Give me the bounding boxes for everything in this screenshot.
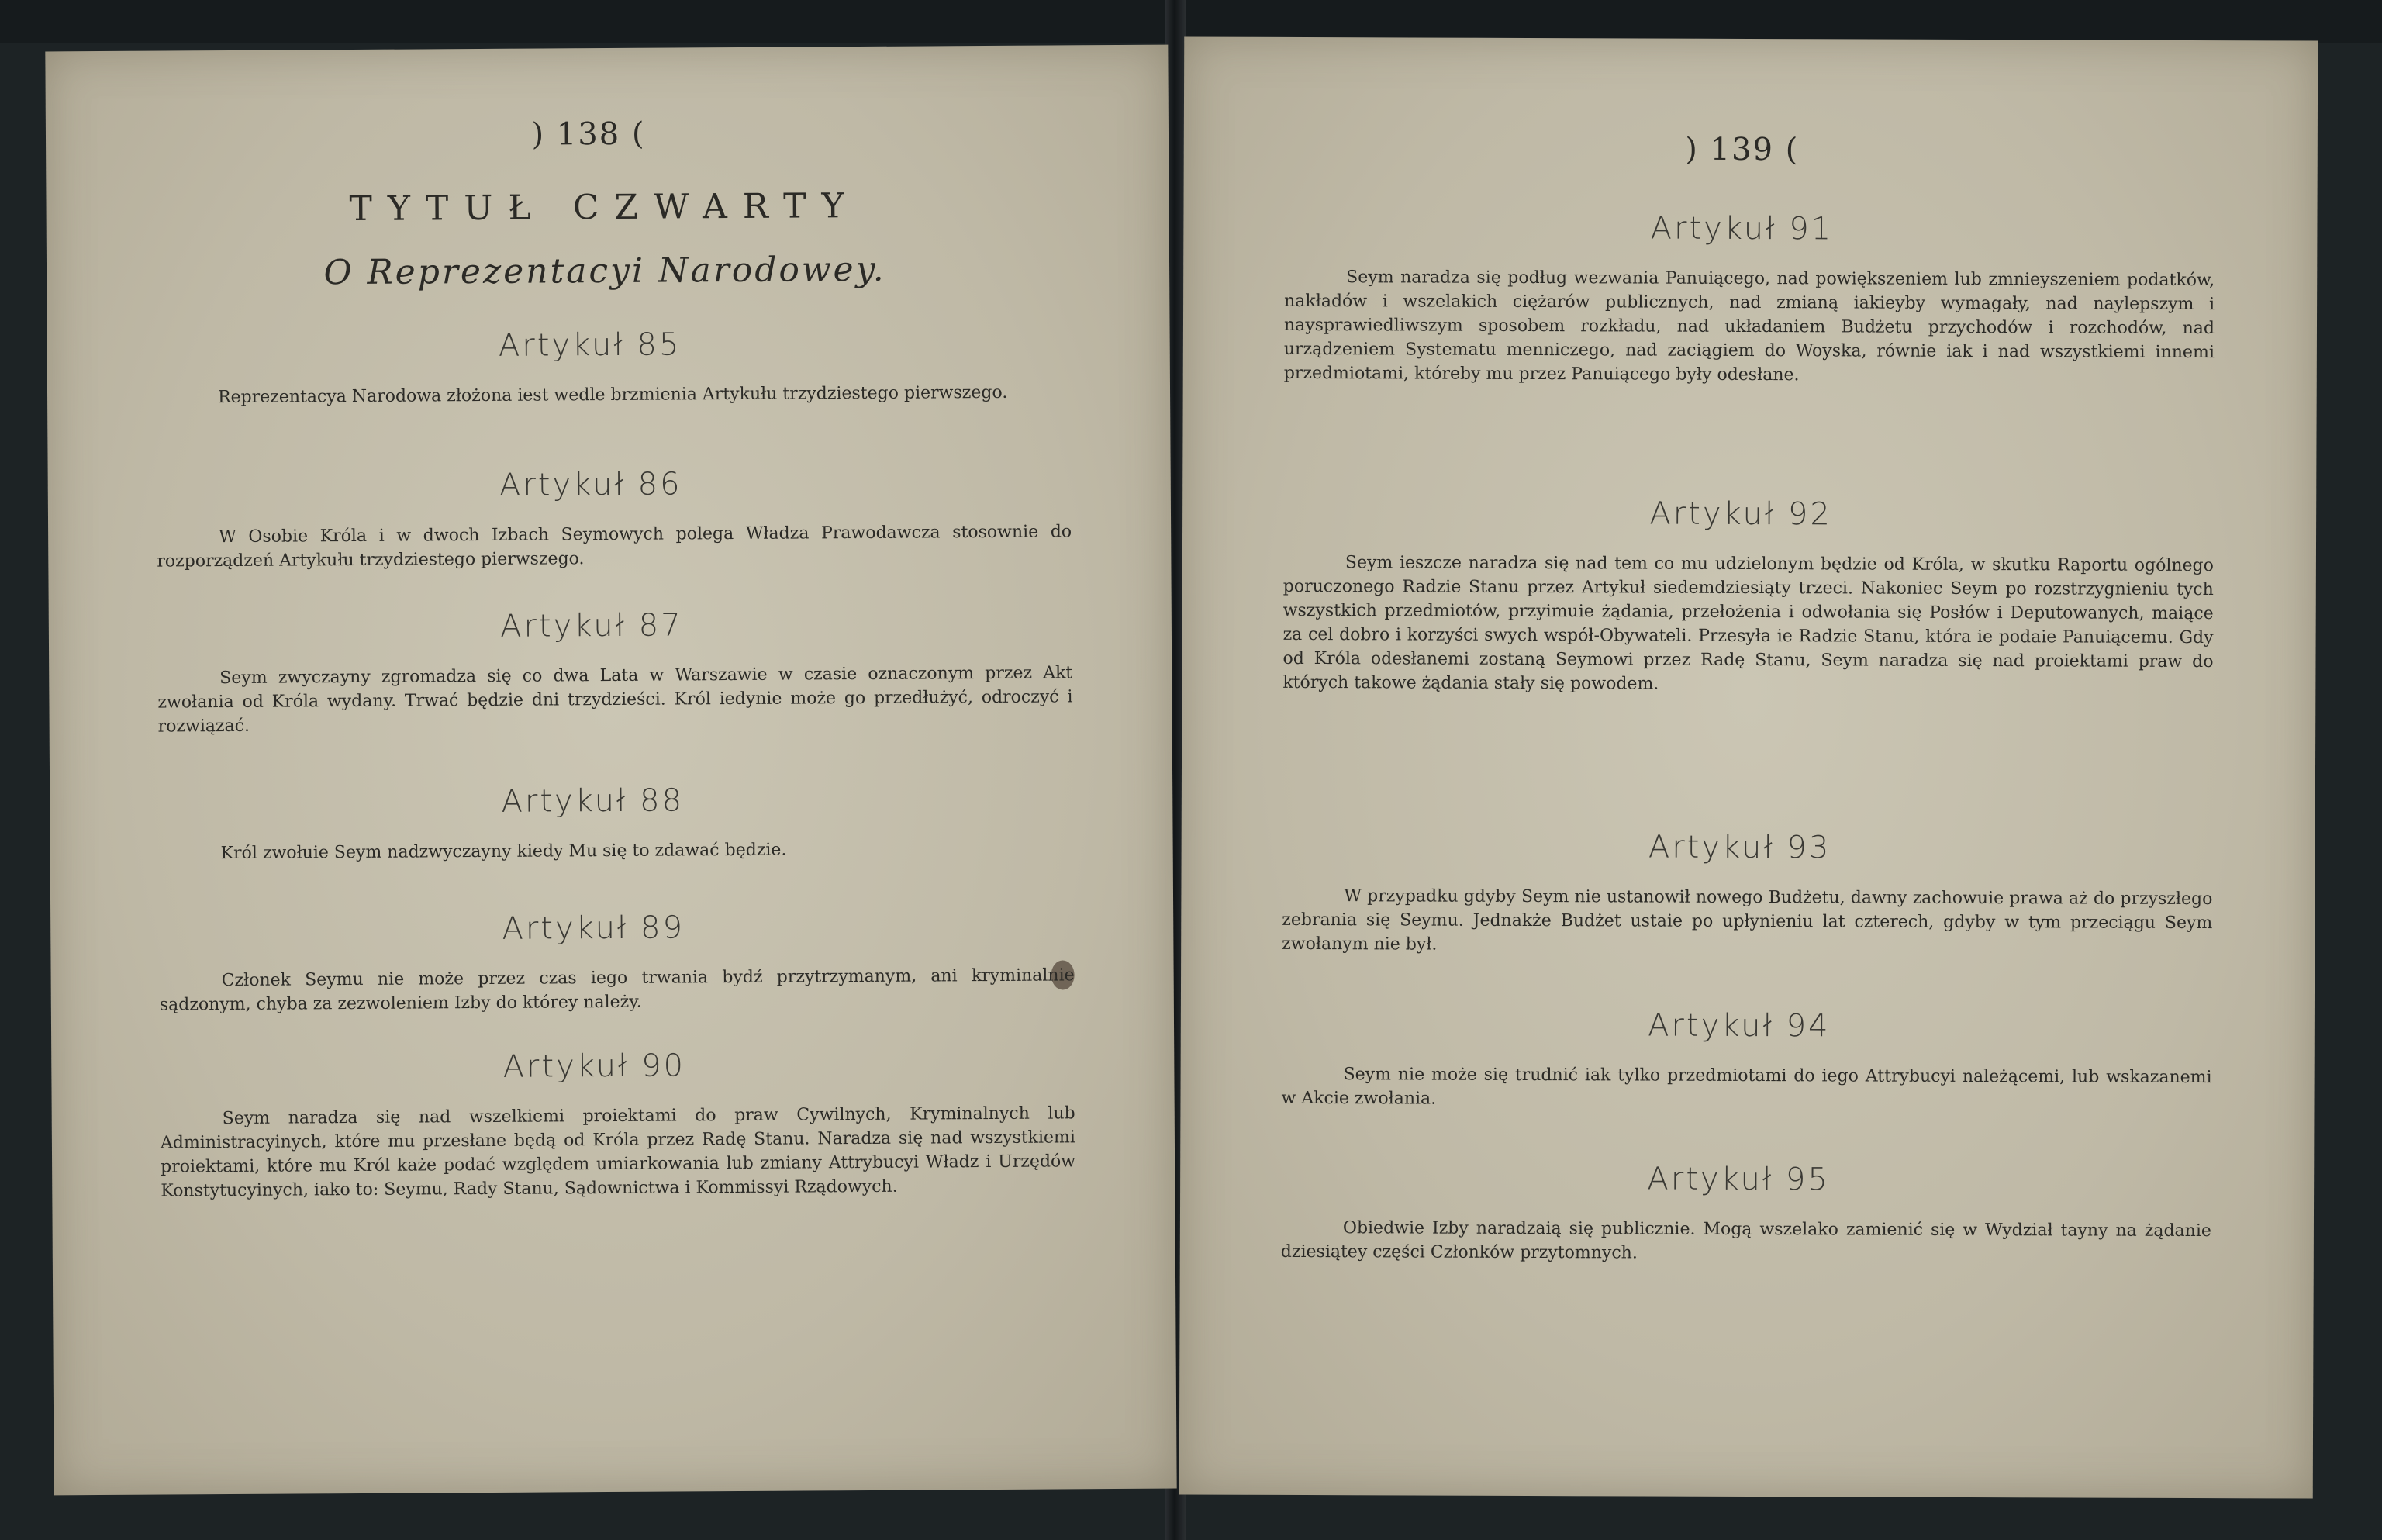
article-text: Król zwołuie Seym nadzwyczayny kiedy Mu się to zdawać będzie.	[220, 840, 787, 864]
article-text: Seym ieszcze naradza się nad tem co mu udzielonym będzie od Króla, w skutku Raportu ogólnego poruczonego Radzie Stanu przez Artykuł siedemdziesiąty trzeci. Nakoniec Seym po rozstrzygnieniu tych wszystkich przedmiotów, przyimuie żądania, przełożenia i odwołania się Posłów i Deputowanych, maiące za cel dobro i korzyści swych współ-Obywateli. Przesyła ie Radzie Stanu, która ie podaie Panuiącemu. Gdy od Króla odesłanemi zostaną Seymowi przez Radę Stanu, Seym naradza się nad proiektami praw do których takowe żądania stały się powodem.	[1282, 553, 2214, 694]
right-page	[1179, 36, 2318, 1498]
page-number: ) 139 (	[1685, 131, 1800, 168]
title-heading: TYTUŁ CZWARTY	[349, 186, 860, 230]
article-heading: Artykuł 87	[500, 607, 683, 644]
article-heading: Artykuł 92	[1649, 495, 1832, 533]
article-heading: Artykuł 86	[499, 466, 682, 503]
article-text: Obiedwie Izby naradzaią się publicznie. Mogą wszelako zamienić się w Wydział tayny na żądanie dziesiątey części Członków przytomnych.	[1280, 1218, 2211, 1263]
article-heading: Artykuł 85	[498, 326, 682, 364]
subtitle-heading: O Reprezentacyi Narodowey.	[323, 249, 886, 293]
article-heading: Artykuł 93	[1648, 829, 1831, 866]
article-text: Członek Seymu nie może przez czas iego trwania bydź przytrzymanym, ani kryminalnie sądzonym, chyba za zezwoleniem Izby do którey należy.	[159, 965, 1075, 1015]
article-heading: Artykuł 88	[501, 782, 685, 820]
article-heading: Artykuł 94	[1648, 1007, 1831, 1045]
article-text: Seym nie może się trudnić iak tylko przedmiotami do iego Attrybucyi należącemi, lub wskazanemi w Akcie zwołania.	[1281, 1065, 2212, 1109]
article-heading: Artykuł 90	[502, 1048, 686, 1085]
article-text: Reprezentacya Narodowa złożona iest wedle brzmienia Artykułu trzydziestego pierwszego.	[217, 382, 1008, 408]
left-page	[45, 45, 1176, 1496]
article-text: W Osobie Króla i w dwoch Izbach Seymowych polega Władza Prawodawcza stosownie do rozporządzeń Artykułu trzydziestego pierwszego.	[157, 522, 1072, 571]
article-heading: Artykuł 91	[1650, 210, 1834, 247]
article-text: Seym naradza się nad wszelkiemi proiektami do praw Cywilnych, Kryminalnych lub Administracyinych, które mu przesłane będą od Króla przez Radę Stanu. Naradza się nad wszystkiemi proiektami, które mu Król każe podać względem umiarkowania lub zmiany Attrybucyi Władz i Urzędów Konstytucyinych, iako to: Seymu, Rady Stanu, Sądownictwa i Kommissyi Rządowych.	[160, 1103, 1076, 1201]
article-heading: Artykuł 95	[1647, 1161, 1830, 1198]
article-text: W przypadku gdyby Seym nie ustanowił nowego Budżetu, dawny zachowuie prawa aż do przyszłego zebrania się Seymu. Jednakże Budżet ustaie po upłynieniu lat czterech, gdyby w tym przeciągu Seym zwołanym nie był.	[1282, 886, 2213, 955]
article-text: Seym naradza się podług wezwania Panuiącego, nad powiększeniem lub zmnieyszeniem podatków, nakładów i wszelakich ciężarów publicznych, nad zmianą iakieyby wymagały, nad naylepszym i naysprawiedliwszym sposobem rozkładu, nad układaniem Budżetu przychodów i rozchodów, nad urządzeniem Systematu menniczego, nad zaciągiem do Woyska, równie iak i nad wszystkiemi innemi przedmiotami, któreby mu przez Panuiącego były odesłane.	[1283, 268, 2215, 385]
page-number: ) 138 (	[531, 116, 646, 153]
article-heading: Artykuł 89	[502, 910, 685, 947]
article-text: Seym zwyczayny zgromadza się co dwa Lata w Warszawie w czasie oznaczonym przez Akt zwołania od Króla wydany. Trwać będzie dni trzydzieści. Król iedynie może go przedłużyć, odroczyć i rozwiązać.	[157, 663, 1073, 737]
